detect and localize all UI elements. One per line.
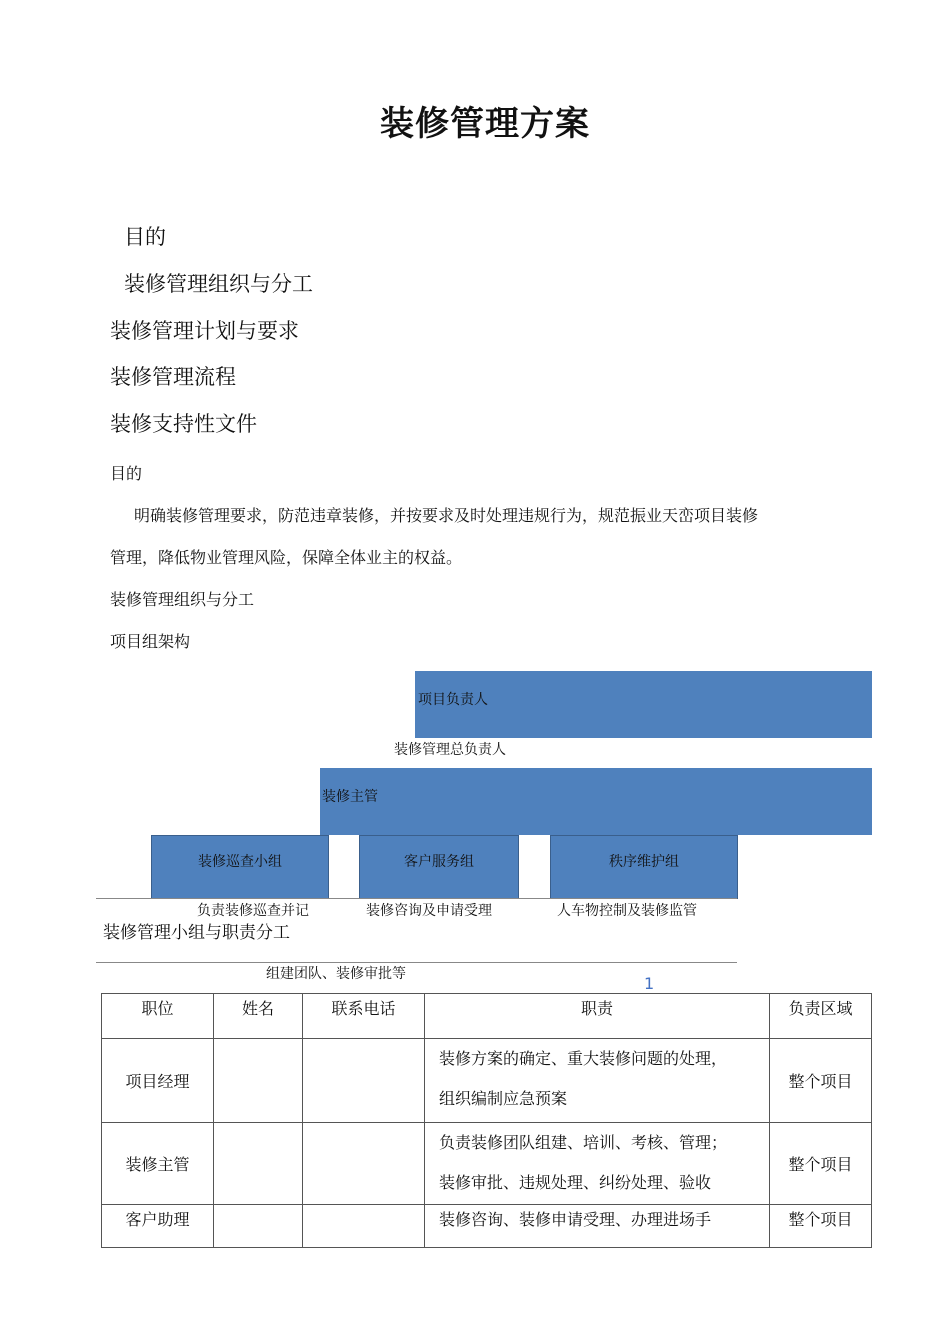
cell-area: 整个项目 (770, 1205, 872, 1248)
duty-line: 负责装修团队组建、培训、考核、管理； (439, 1133, 728, 1152)
header-name: 姓名 (214, 994, 303, 1039)
cell-phone (303, 1039, 425, 1123)
toc-item-plan[interactable]: 装修管理计划与要求 (110, 319, 299, 343)
subheading-org-structure: 项目组架构 (110, 632, 191, 651)
org-box-customer-service-group-label: 客户服务组 (404, 854, 474, 870)
org-divider-bottom (96, 962, 737, 963)
org-overlay-heading: 装修管理小组与职责分工 (103, 923, 290, 943)
roles-table (101, 993, 872, 1248)
cell-name (214, 1039, 303, 1123)
org-supervisor-duty: 组建团队、装修审批等 (266, 966, 406, 982)
org-inspection-duty: 负责装修巡查并记 (197, 903, 309, 919)
org-box-inspection-group-label: 装修巡查小组 (198, 854, 282, 870)
cell-name (214, 1123, 303, 1205)
org-leader-role-text: 装修管理总负责人 (394, 742, 506, 758)
org-order-maintenance-duty: 人车物控制及装修监管 (557, 903, 697, 919)
table-header-row (102, 994, 872, 1039)
cell-area: 整个项目 (770, 1123, 872, 1205)
table-row (102, 1039, 872, 1123)
org-box-order-maintenance-group-label: 秩序维护组 (609, 854, 679, 870)
cell-position: 客户助理 (102, 1205, 214, 1248)
org-divider-top (96, 898, 737, 899)
cell-position: 装修主管 (102, 1123, 214, 1205)
page-title: 装修管理方案 (380, 104, 590, 144)
header-position: 职位 (102, 994, 214, 1039)
org-box-project-leader-label: 项目负责人 (418, 692, 488, 708)
toc-item-purpose[interactable]: 目的 (124, 225, 166, 249)
header-phone: 联系电话 (303, 994, 425, 1039)
purpose-paragraph-line2: 管理，降低物业管理风险，保障全体业主的权益。 (110, 548, 463, 567)
section-heading-organization: 装修管理组织与分工 (110, 590, 255, 609)
cell-duty (425, 1123, 770, 1205)
cell-duty (425, 1205, 770, 1248)
cell-position: 项目经理 (102, 1039, 214, 1123)
cell-phone (303, 1205, 425, 1248)
purpose-paragraph-line1: 明确装修管理要求，防范违章装修，并按要求及时处理违规行为，规范振业天峦项目装修 (134, 506, 759, 525)
cell-name (214, 1205, 303, 1248)
page-number: 1 (644, 974, 655, 993)
cell-area: 整个项目 (770, 1039, 872, 1123)
section-heading-purpose: 目的 (110, 464, 143, 483)
org-customer-service-duty: 装修咨询及申请受理 (366, 903, 492, 919)
org-box-supervisor (320, 768, 872, 835)
table-row (102, 1123, 872, 1205)
header-area: 负责区域 (770, 994, 872, 1039)
duty-line: 组织编制应急预案 (439, 1089, 568, 1108)
toc-item-process[interactable]: 装修管理流程 (110, 365, 236, 389)
cell-phone (303, 1123, 425, 1205)
header-duty: 职责 (425, 994, 770, 1039)
table-row (102, 1205, 872, 1248)
toc-item-documents[interactable]: 装修支持性文件 (110, 412, 257, 436)
duty-line: 装修审批、违规处理、纠纷处理、验收 (439, 1173, 712, 1192)
duty-line: 装修咨询、装修申请受理、办理进场手 (439, 1210, 712, 1229)
org-box-supervisor-label: 装修主管 (322, 789, 378, 805)
cell-duty (425, 1039, 770, 1123)
duty-line: 装修方案的确定、重大装修问题的处理， (439, 1049, 728, 1068)
toc-item-organization[interactable]: 装修管理组织与分工 (124, 272, 313, 296)
